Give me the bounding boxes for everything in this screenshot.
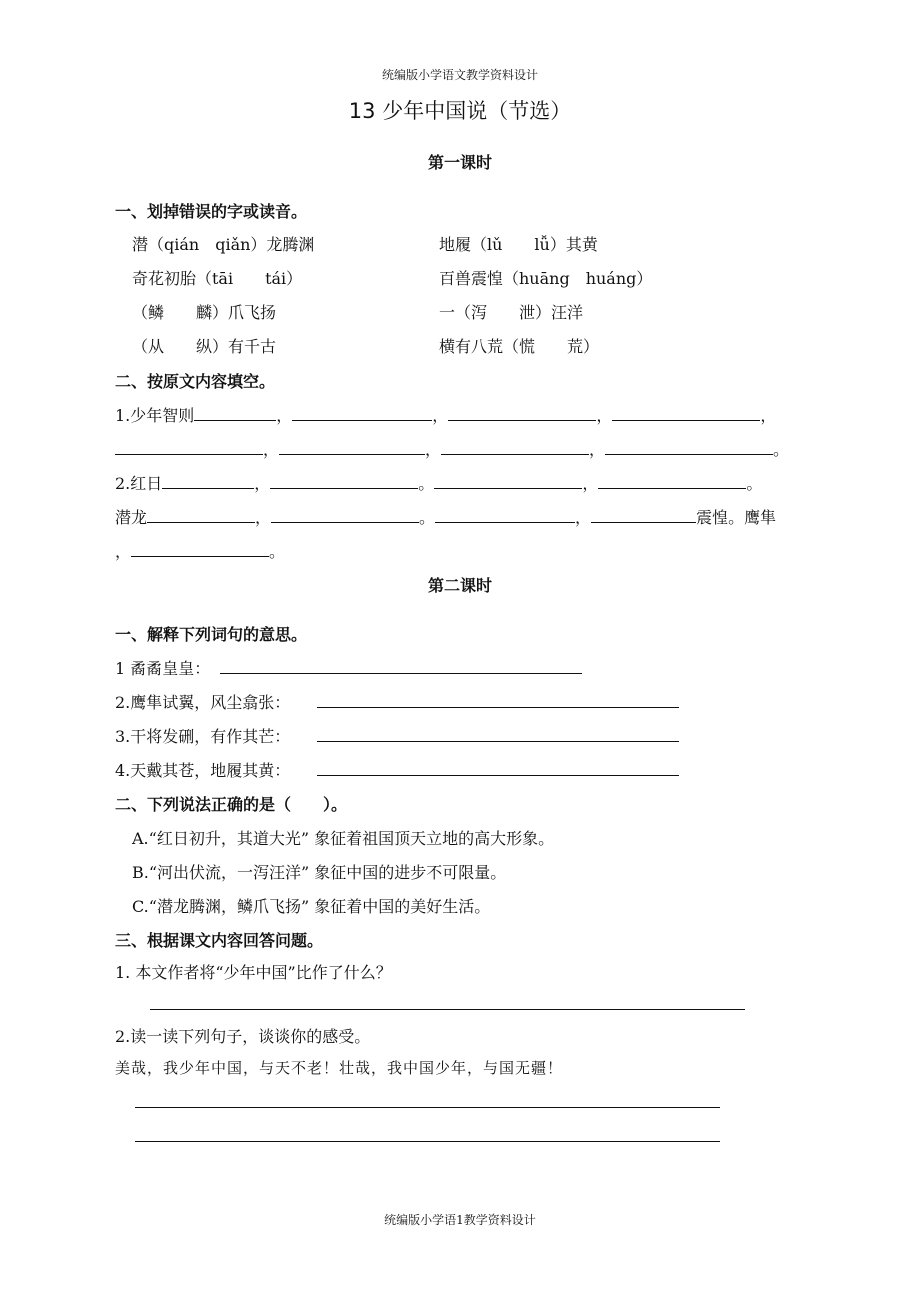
answer-blank[interactable] (435, 507, 575, 523)
punct: 。 (418, 474, 435, 493)
punct: 。 (419, 508, 436, 527)
explain-item: 2.鹰隼试翼，风尘翕张： (115, 693, 291, 712)
question-text: 1. 本文作者将“少年中国”比作了什么？ (115, 963, 392, 982)
answer-blank[interactable] (612, 405, 760, 421)
pinyin-item: 奇花初胎（tāi tái） (132, 269, 303, 288)
fill-question (115, 471, 762, 494)
answer-line[interactable] (150, 1009, 745, 1010)
answer-blank[interactable] (434, 473, 582, 489)
answer-blank[interactable] (605, 439, 773, 455)
fill-question (115, 403, 776, 426)
pinyin-item: （从 纵）有千古 (132, 337, 277, 356)
punct: ， (115, 542, 132, 561)
answer-blank[interactable] (271, 507, 419, 523)
answer-blank[interactable] (441, 439, 589, 455)
page-header: 统编版小学语文教学资料设计 (381, 68, 538, 82)
answer-blank[interactable] (279, 439, 425, 455)
answer-line[interactable] (317, 775, 679, 776)
answer-line[interactable] (135, 1107, 720, 1108)
punct: 。 (773, 440, 790, 459)
question-text: 2.读一读下列句子，谈谈你的感受。 (115, 1027, 371, 1046)
answer-blank[interactable] (292, 405, 432, 421)
answer-blank[interactable] (162, 473, 254, 489)
pinyin-item: 潜（qián qiǎn）龙腾渊 (132, 235, 315, 254)
punct: ， (582, 474, 599, 493)
answer-blank[interactable] (591, 507, 696, 523)
section-heading: 一、划掉错误的字或读音。 (115, 202, 308, 221)
section-heading: 二、按原文内容填空。 (115, 372, 276, 391)
punct: ， (760, 406, 777, 425)
answer-line[interactable] (317, 707, 679, 708)
answer-blank[interactable] (194, 405, 276, 421)
punct: ， (263, 440, 280, 459)
question-prefix: 1.少年智则 (115, 406, 195, 425)
punct: ， (596, 406, 613, 425)
punct: ， (255, 508, 272, 527)
punct: 。 (746, 474, 763, 493)
section-heading: 二、下列说法正确的是（ ）。 (115, 795, 348, 814)
question-text: 震惶。鹰隼 (696, 508, 777, 527)
punct: ， (254, 474, 271, 493)
choice-option[interactable]: C.“潜龙腾渊，鳞爪飞扬” 象征着中国的美好生活。 (132, 897, 491, 916)
fill-question (115, 539, 285, 562)
question-prefix: 2.红日 (115, 474, 163, 493)
fill-question (115, 437, 789, 460)
answer-blank[interactable] (598, 473, 746, 489)
punct: ， (425, 440, 442, 459)
punct: ， (276, 406, 293, 425)
answer-blank[interactable] (147, 507, 255, 523)
lesson-1-label: 第一课时 (427, 153, 492, 172)
pinyin-item: 百兽震惶（huāng huáng） (439, 269, 653, 288)
page-footer: 统编版小学语1教学资料设计 (384, 1213, 536, 1227)
section-heading: 三、根据课文内容回答问题。 (115, 931, 324, 950)
explain-item: 1 矞矞皇皇： (115, 659, 211, 678)
pinyin-item: 地履（lǔ lǚ）其黄 (439, 235, 598, 254)
pinyin-item: （鳞 麟）爪飞扬 (132, 303, 277, 322)
page-title: 13 少年中国说（节选） (348, 99, 572, 123)
punct: ， (432, 406, 449, 425)
punct: ， (575, 508, 592, 527)
fill-question (115, 505, 776, 528)
explain-item: 3.干将发硎，有作其芒： (115, 727, 291, 746)
question-prefix: 潜龙 (115, 508, 148, 527)
lesson-2-label: 第二课时 (427, 576, 492, 595)
answer-line[interactable] (317, 741, 679, 742)
choice-option[interactable]: B.“河出伏流，一泻汪洋” 象征中国的进步不可限量。 (132, 863, 507, 882)
choice-option[interactable]: A.“红日初升，其道大光” 象征着祖国顶天立地的高大形象。 (132, 829, 555, 848)
section-heading: 一、解释下列词句的意思。 (115, 625, 308, 644)
pinyin-item: 横有八荒（慌 荒） (439, 337, 600, 356)
punct: 。 (269, 542, 286, 561)
quote-text: 美哉，我少年中国，与天不老！壮哉，我中国少年，与国无疆！ (115, 1059, 564, 1077)
answer-blank[interactable] (270, 473, 418, 489)
answer-blank[interactable] (448, 405, 596, 421)
explain-item: 4.天戴其苍，地履其黄： (115, 761, 291, 780)
answer-blank[interactable] (115, 439, 263, 455)
answer-line[interactable] (220, 673, 582, 674)
pinyin-item: 一（泻 泄）汪洋 (439, 303, 584, 322)
punct: ， (589, 440, 606, 459)
answer-blank[interactable] (131, 541, 269, 557)
answer-line[interactable] (135, 1141, 720, 1142)
